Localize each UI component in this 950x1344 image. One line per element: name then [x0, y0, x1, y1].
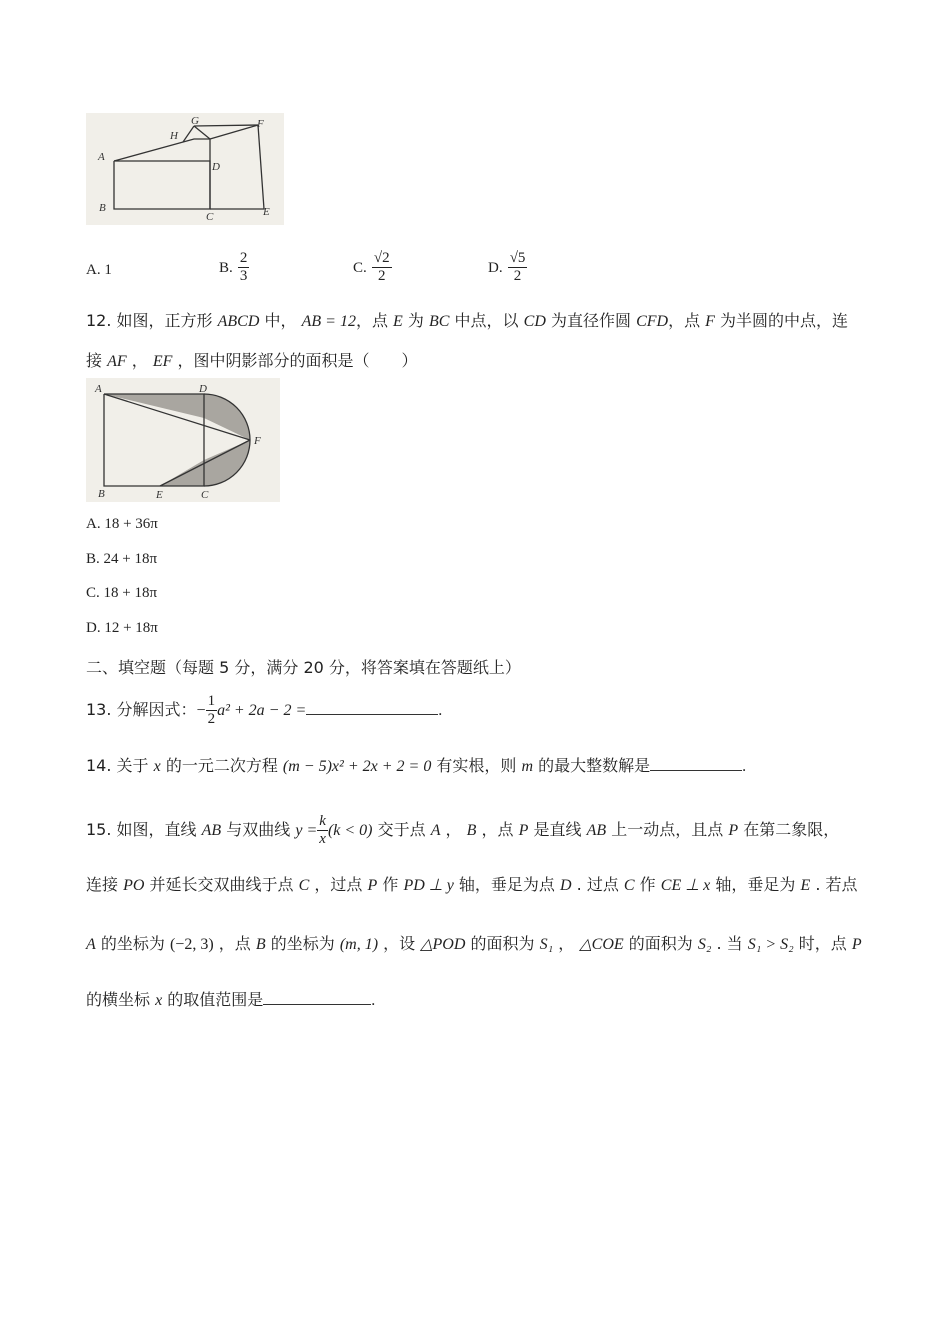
math: (m, 1) [339, 936, 379, 953]
text: 交于点 [372, 820, 431, 839]
math: y = [295, 822, 318, 839]
text: 的坐标为 [95, 934, 170, 953]
text: 作 [634, 875, 661, 894]
text: 为半圆的中点，连 [714, 311, 849, 330]
q11-option-c [353, 250, 392, 285]
text: 上一动点，且点 [606, 820, 729, 839]
text: 作 [377, 875, 404, 894]
text: 与双曲线 [221, 820, 296, 839]
text: 接 [86, 351, 108, 370]
text: 连接 [86, 875, 124, 894]
text: 中， [259, 311, 302, 330]
q15-text-line1 [86, 813, 839, 848]
q11-option-d [488, 250, 527, 285]
frac-num: 2 [239, 250, 248, 266]
option-c-prefix: C. [353, 260, 367, 276]
text: ，点 [213, 934, 256, 953]
text: . [438, 702, 443, 719]
q15-fraction [317, 813, 328, 848]
math: A [86, 936, 96, 953]
math: P [367, 877, 378, 894]
text: ， [553, 934, 580, 953]
text: ， [126, 351, 153, 370]
label-a: A [95, 383, 102, 395]
text: 14. 关于 [86, 756, 154, 775]
q12-option-a: A. 18 + 36π [86, 516, 158, 532]
label-d: D [212, 161, 220, 173]
math: E [800, 877, 811, 894]
math: x [155, 992, 163, 1009]
math: CE ⊥ x [660, 877, 711, 894]
option-c-fraction [372, 250, 392, 285]
text: 的坐标为 [265, 934, 340, 953]
math: AF [107, 353, 127, 370]
text: 轴，垂足为 [710, 875, 801, 894]
option-b-prefix: B. [219, 260, 233, 276]
option-b-fraction [238, 250, 250, 285]
text: 13. 分解因式： [86, 700, 197, 719]
math: (−2, 3) [169, 936, 214, 953]
frac-den: 2 [377, 268, 386, 284]
math: △COE [579, 936, 624, 953]
text: . [371, 992, 376, 1009]
q11-option-a: A. 1 [86, 262, 112, 278]
math: EF [152, 353, 173, 370]
label-f: F [257, 118, 264, 130]
label-e: E [156, 489, 163, 501]
math: E [393, 313, 403, 330]
frac-den: 2 [513, 268, 522, 284]
q14 [86, 753, 746, 776]
q11-figure-svg [86, 113, 284, 225]
q13-fraction [206, 693, 218, 728]
text: ，点 [668, 311, 706, 330]
label-b: B [98, 488, 105, 500]
label-c: C [201, 489, 209, 501]
math: (k < 0) [327, 822, 373, 839]
q12-text-line2 [86, 348, 417, 371]
line-a-to-g [114, 139, 210, 161]
text: 的取值范围是 [162, 990, 264, 1009]
text: 有实根，则 [431, 756, 522, 775]
frac-num: √2 [373, 250, 390, 266]
answer-blank[interactable] [263, 1004, 371, 1005]
text: 轴，垂足为点 [453, 875, 560, 894]
frac-den: 3 [239, 268, 248, 284]
text: 为直径作圆 [545, 311, 637, 330]
answer-blank[interactable] [650, 770, 742, 771]
text: 时，点 [793, 934, 852, 953]
frac-num: √5 [509, 250, 526, 266]
text: 在第二象限， [738, 820, 840, 839]
math: CD [523, 313, 546, 330]
math: CFD [636, 313, 669, 330]
text: 中点，以 [449, 311, 524, 330]
text: 为 [402, 311, 429, 330]
math: A [430, 822, 441, 839]
label-d: D [199, 383, 207, 395]
math: B [255, 936, 266, 953]
q15-text-line4 [86, 987, 375, 1010]
label-b: B [99, 202, 106, 214]
text: . [742, 758, 747, 775]
text: 的最大整数解是 [533, 756, 651, 775]
math: AB = 12 [301, 313, 356, 330]
text: 15. 如图，直线 [86, 820, 202, 839]
text: 12. 如图，正方形 [86, 311, 218, 330]
text: ，设 [378, 934, 421, 953]
text: 的一元二次方程 [160, 756, 283, 775]
frac-num: 1 [207, 693, 216, 709]
q11-option-b [219, 250, 249, 285]
shade-semicircle-bottom [204, 440, 250, 486]
q12-option-b: B. 24 + 18π [86, 551, 158, 567]
q15-text-line3 [86, 931, 862, 954]
text: ，点 [355, 311, 394, 330]
text: . 过点 [571, 875, 624, 894]
label-e: E [263, 206, 270, 218]
shade-triangle-top [104, 394, 204, 418]
frac-den: x [319, 831, 326, 847]
section-heading: 二、填空题（每题 5 分，满分 20 分，将答案填在答题纸上） [86, 658, 521, 677]
text: . 当 [711, 934, 748, 953]
text: 的面积为 [623, 934, 698, 953]
answer-blank[interactable] [306, 714, 438, 715]
math: x [153, 758, 161, 775]
q12-option-d: D. 12 + 18π [86, 620, 158, 636]
text: ， [440, 820, 467, 839]
math: C [623, 877, 635, 894]
label-h: H [170, 130, 178, 142]
label-f: F [254, 435, 261, 447]
math: (m − 5)x² + 2x + 2 = 0 [282, 758, 432, 775]
math: BC [429, 313, 450, 330]
q11-figure [86, 113, 284, 225]
math: AB [201, 822, 222, 839]
math: ABCD [217, 313, 260, 330]
text: 的面积为 [465, 934, 540, 953]
math: PD ⊥ y [403, 877, 454, 894]
label-g: G [191, 115, 199, 127]
math: C [298, 877, 310, 894]
text: ，过点 [309, 875, 368, 894]
math: P [851, 936, 862, 953]
label-a: A [98, 151, 105, 163]
math: m [521, 758, 534, 775]
q13 [86, 693, 442, 728]
math: P [518, 822, 529, 839]
text: ，图中阴影部分的面积是（ ） [172, 351, 418, 370]
math: − [196, 702, 206, 719]
q12-option-c: C. 18 + 18π [86, 585, 158, 601]
math: a² + 2a − 2 = [217, 702, 307, 719]
q12-text-line1 [86, 308, 848, 331]
text: ，点 [476, 820, 519, 839]
label-c: C [206, 211, 214, 223]
frac-num: k [319, 813, 326, 829]
math: S₂ [697, 936, 712, 953]
math: F [705, 313, 715, 330]
math: D [560, 877, 572, 894]
frac-den: 2 [207, 711, 216, 727]
text: . 若点 [810, 875, 858, 894]
math: PO [123, 877, 145, 894]
math: P [728, 822, 739, 839]
math: S₁ [539, 936, 554, 953]
text: 是直线 [528, 820, 587, 839]
math: B [466, 822, 477, 839]
math: AB [586, 822, 607, 839]
math: S₁ > S₂ [747, 936, 794, 953]
text: 并延长交双曲线于点 [144, 875, 299, 894]
q15-text-line2 [86, 872, 858, 895]
rect-abcd [114, 161, 210, 209]
text: 的横坐标 [86, 990, 156, 1009]
option-d-prefix: D. [488, 260, 503, 276]
option-d-fraction [508, 250, 528, 285]
math: △POD [420, 936, 466, 953]
q12-figure-svg [86, 378, 280, 502]
q12-figure [86, 378, 280, 502]
